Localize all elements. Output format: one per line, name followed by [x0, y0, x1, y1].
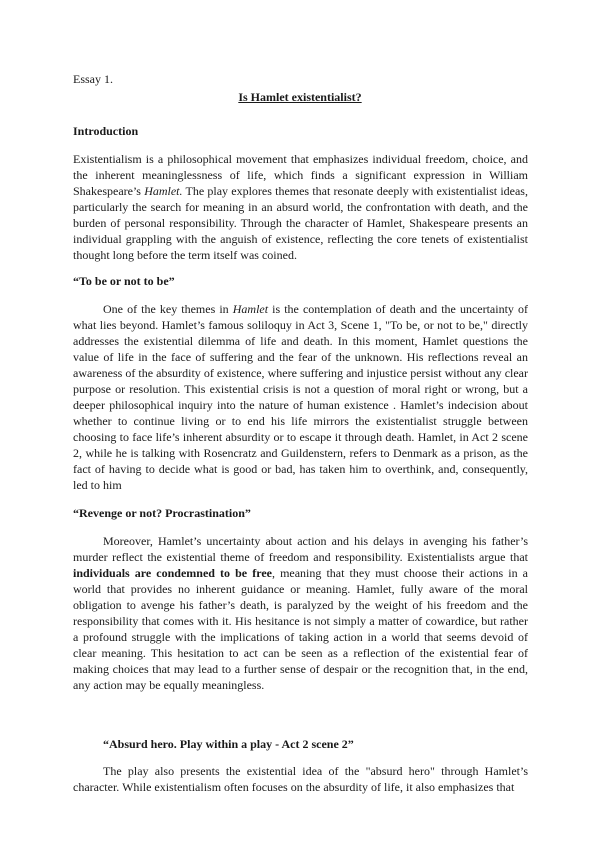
- section-heading-revenge: “Revenge or not? Procrastination”: [73, 506, 251, 520]
- paragraph-text: The play explores themes that resonate deeply with existentialist ideas, particularly the search for meaning in an absurd world, the confrontation with death, and the burden of personal responsibility. Through the character of Hamlet, Shakespeare presents an individual grappling with the anguish of existence, reflecting the core tenets of existentialist thought long before the term itself was coined.: [73, 184, 528, 262]
- play-title-italic: Hamlet: [232, 302, 269, 316]
- paragraph-absurd-hero: The play also presents the existential idea of the "absurd hero" through Hamlet’s character. While existentialism often focuses on the absurdity of life, it also emphasizes that: [73, 764, 528, 794]
- play-title-italic: Hamlet.: [144, 184, 183, 198]
- paragraph-introduction: [73, 151, 528, 263]
- paragraph-revenge: [73, 533, 528, 693]
- section-heading-introduction: Introduction: [73, 124, 139, 138]
- paragraph-text: One of the key themes in: [103, 302, 233, 316]
- paragraph-text: is the contemplation of death and the uncertainty of what lies beyond. Hamlet’s famous soliloquy in Act 3, Scene 1, "To be, or not to be," directly addresses the existential dilemma of life and death. In this moment, Hamlet questions the value of life in the face of suffering and the fear of the unknown. His reflections reveal an awareness of the absurdity of existence, where suffering and injustice persist without any clear purpose or resolution. This existential crisis is not a question of moral right or wrong, but a deeper philosophical inquiry into the nature of human existence . Hamlet’s indecision about whether to continue living or to end his life mirrors the existentialist struggle between choosing to face life’s inherent absurdity or to escape it through death. Hamlet, in Act 2 scene 2, while he is talking with Rosencratz and Guildenstern, refers to Denmark as a prison, as the fact of having to decide what is good or bad, has taken him to overthink, and, consequently, led to him: [73, 302, 528, 492]
- paragraph-text: , meaning that they must choose their actions in a world that provides no inherent guidance or meaning. Hamlet, fully aware of the moral obligation to avenge his father’s death, is paralyzed by the weight of his freedom and the responsibility that comes with it. His hesitance is not simply a matter of cowardice, but rather a profound struggle with the implications of taking action in a world that seems devoid of clear meaning. This hesitation to act can be seen as a reflection of the existential fear of making choices that may lead to a further sense of despair or the recognition that, in the end, any action may be equally meaningless.: [73, 566, 529, 692]
- section-heading-to-be: “To be or not to be”: [73, 274, 175, 288]
- section-heading-absurd-hero: “Absurd hero. Play within a play - Act 2 scene 2”: [103, 737, 354, 751]
- paragraph-to-be: [73, 301, 528, 493]
- essay-title: Is Hamlet existentialist?: [238, 90, 362, 104]
- paragraph-text: Existentialism is a philosophical movement that emphasizes individual freedom, choice, and the inherent meaninglessness of life, which finds a significant expression in William Shakespeare’s: [73, 152, 528, 198]
- bold-phrase: individuals are condemned to be free: [73, 566, 272, 580]
- essay-label: Essay 1.: [73, 72, 113, 86]
- paragraph-text: Moreover, Hamlet’s uncertainty about action and his delays in avenging his father’s murder reflect the existential theme of freedom and responsibility. Existentialists argue that: [73, 534, 528, 564]
